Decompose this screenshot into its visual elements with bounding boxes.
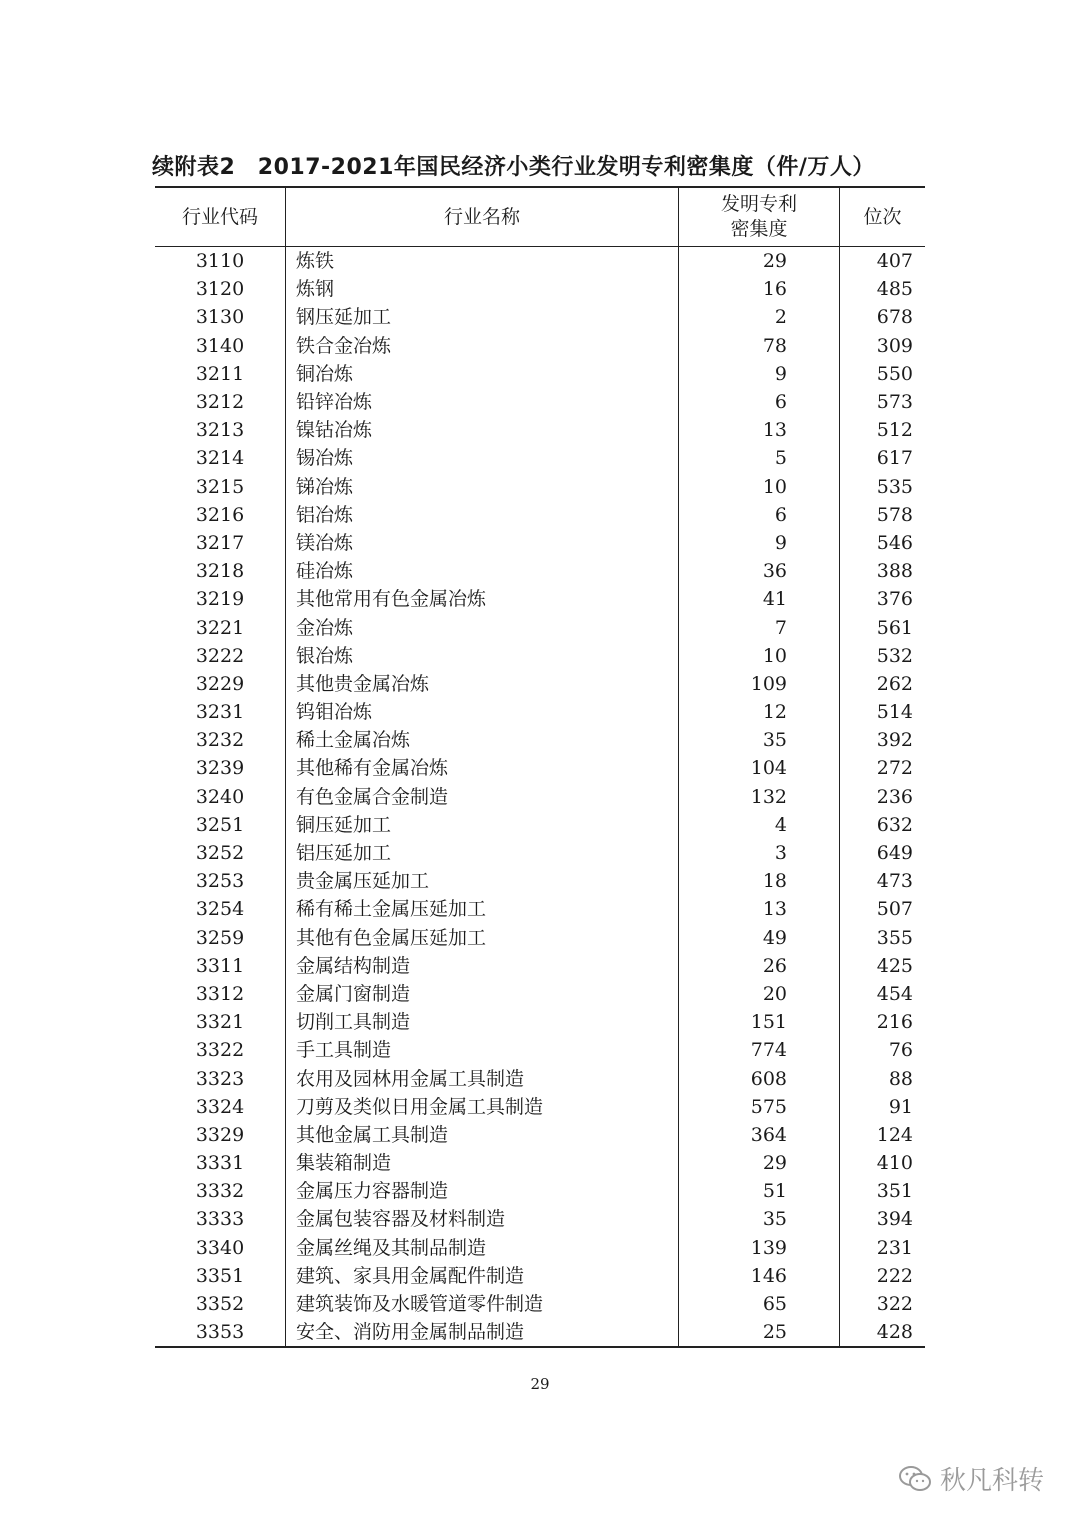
table-row: [155, 444, 925, 472]
cell-industry-name: 铁合金冶炼: [286, 332, 679, 360]
table-row: [155, 811, 925, 839]
table-row: [155, 388, 925, 416]
cell-rank: 561: [876, 616, 913, 639]
cell-industry-code: 3216: [195, 503, 245, 526]
cell-rank: 309: [876, 334, 913, 357]
table-row: [155, 1290, 925, 1318]
cell-rank: 322: [876, 1293, 913, 1316]
cell-patent-density: 10: [679, 473, 840, 501]
cell-rank: 124: [876, 1123, 913, 1146]
cell-rank: 88: [888, 1067, 913, 1090]
cell-patent-density: 608: [679, 1064, 840, 1092]
cell-industry-name: 锡冶炼: [286, 444, 679, 472]
header-patent-density-line1: 发明专利: [720, 193, 797, 215]
table-row: [155, 783, 925, 811]
cell-rank: 573: [876, 391, 913, 414]
page-number: 29: [530, 1375, 550, 1393]
cell-patent-density: 35: [679, 1205, 840, 1233]
cell-patent-density: 6: [679, 388, 840, 416]
cell-patent-density: 36: [679, 557, 840, 585]
cell-rank: 394: [876, 1208, 913, 1231]
cell-patent-density: 51: [679, 1177, 840, 1205]
cell-industry-name: 切削工具制造: [286, 1008, 679, 1036]
cell-industry-name: 钨钼冶炼: [286, 698, 679, 726]
cell-patent-density: 16: [679, 275, 840, 303]
cell-industry-name: 稀土金属冶炼: [286, 726, 679, 754]
cell-industry-name: 锑冶炼: [286, 473, 679, 501]
cell-rank: 514: [876, 701, 913, 724]
cell-rank: 91: [888, 1095, 913, 1118]
cell-industry-code: 3214: [195, 447, 245, 470]
cell-industry-code: 3211: [195, 362, 245, 385]
cell-patent-density: 12: [679, 698, 840, 726]
cell-patent-density: 29: [679, 1149, 840, 1177]
cell-industry-name: 其他有色金属压延加工: [286, 924, 679, 952]
header-rank: 位次: [863, 205, 902, 228]
cell-industry-code: 3221: [195, 616, 245, 639]
cell-industry-name: 农用及园林用金属工具制造: [286, 1064, 679, 1092]
cell-patent-density: 774: [679, 1036, 840, 1064]
cell-industry-name: 金属结构制造: [286, 952, 679, 980]
table-row: [155, 895, 925, 923]
cell-industry-code: 3254: [195, 898, 245, 921]
table-title: 续附表2 2017-2021年国民经济小类行业发明专利密集度（件/万人）: [152, 155, 875, 180]
cell-patent-density: 151: [679, 1008, 840, 1036]
table-row: [155, 247, 925, 276]
cell-industry-name: 金属丝绳及其制品制造: [286, 1234, 679, 1262]
table-row: [155, 1008, 925, 1036]
cell-rank: 407: [876, 250, 913, 273]
cell-patent-density: 65: [679, 1290, 840, 1318]
header-patent-density: [679, 187, 840, 247]
cell-rank: 617: [876, 447, 913, 470]
cell-patent-density: 364: [679, 1121, 840, 1149]
cell-patent-density: 6: [679, 501, 840, 529]
cell-patent-density: 109: [679, 670, 840, 698]
header-patent-density-line2: 密集度: [730, 218, 788, 240]
table-row: [155, 698, 925, 726]
patent-density-table: [155, 186, 925, 1348]
table-row: [155, 416, 925, 444]
table-row: [155, 303, 925, 331]
cell-industry-name: 镁冶炼: [286, 529, 679, 557]
cell-rank: 351: [876, 1180, 913, 1203]
cell-industry-name: 镍钴冶炼: [286, 416, 679, 444]
cell-industry-name: 炼钢: [286, 275, 679, 303]
table-row: [155, 1205, 925, 1233]
table-row: [155, 726, 925, 754]
cell-industry-code: 3333: [195, 1208, 245, 1231]
table-row: [155, 585, 925, 613]
table-row: [155, 1177, 925, 1205]
cell-rank: 678: [876, 306, 913, 329]
cell-industry-code: 3324: [195, 1095, 245, 1118]
cell-patent-density: 2: [679, 303, 840, 331]
cell-rank: 236: [876, 785, 913, 808]
table-row: [155, 1262, 925, 1290]
table-row: [155, 952, 925, 980]
cell-patent-density: 20: [679, 980, 840, 1008]
cell-industry-code: 3110: [195, 250, 245, 273]
cell-industry-code: 3353: [195, 1321, 245, 1344]
cell-rank: 578: [876, 503, 913, 526]
cell-industry-name: 建筑装饰及水暖管道零件制造: [286, 1290, 679, 1318]
cell-rank: 388: [876, 560, 913, 583]
table-row: [155, 1093, 925, 1121]
table-row: [155, 642, 925, 670]
table-row: [155, 1121, 925, 1149]
table-row: [155, 529, 925, 557]
cell-industry-name: 集装箱制造: [286, 1149, 679, 1177]
cell-patent-density: 35: [679, 726, 840, 754]
cell-rank: 632: [876, 813, 913, 836]
cell-rank: 546: [876, 531, 913, 554]
cell-industry-name: 铝压延加工: [286, 839, 679, 867]
table-row: [155, 867, 925, 895]
cell-rank: 222: [876, 1264, 913, 1287]
table-row: [155, 1036, 925, 1064]
cell-industry-code: 3229: [195, 672, 245, 695]
cell-industry-name: 硅冶炼: [286, 557, 679, 585]
cell-patent-density: 26: [679, 952, 840, 980]
cell-industry-code: 3321: [195, 1011, 245, 1034]
cell-rank: 425: [876, 954, 913, 977]
table-row: [155, 473, 925, 501]
cell-industry-code: 3222: [195, 644, 245, 667]
cell-rank: 216: [876, 1011, 913, 1034]
table-row: [155, 275, 925, 303]
cell-industry-code: 3331: [195, 1152, 245, 1175]
cell-industry-code: 3312: [195, 982, 245, 1005]
table-body: [155, 247, 925, 1348]
cell-rank: 512: [876, 419, 913, 442]
cell-patent-density: 78: [679, 332, 840, 360]
cell-industry-code: 3259: [195, 926, 245, 949]
table-row: [155, 613, 925, 641]
cell-industry-code: 3311: [195, 954, 245, 977]
cell-patent-density: 13: [679, 895, 840, 923]
cell-industry-code: 3239: [195, 757, 245, 780]
cell-industry-name: 铜压延加工: [286, 811, 679, 839]
cell-rank: 262: [876, 672, 913, 695]
cell-industry-name: 其他贵金属冶炼: [286, 670, 679, 698]
cell-patent-density: 29: [679, 247, 840, 276]
cell-industry-code: 3251: [195, 813, 245, 836]
table-row: [155, 1064, 925, 1092]
cell-industry-code: 3322: [195, 1039, 245, 1062]
cell-patent-density: 25: [679, 1318, 840, 1347]
cell-industry-name: 钢压延加工: [286, 303, 679, 331]
table-row: [155, 839, 925, 867]
cell-industry-code: 3140: [195, 334, 245, 357]
cell-patent-density: 575: [679, 1093, 840, 1121]
table-row: [155, 501, 925, 529]
cell-industry-code: 3323: [195, 1067, 245, 1090]
cell-industry-code: 3130: [195, 306, 245, 329]
cell-rank: 454: [876, 982, 913, 1005]
cell-industry-name: 建筑、家具用金属配件制造: [286, 1262, 679, 1290]
cell-rank: 473: [876, 870, 913, 893]
cell-industry-name: 铜冶炼: [286, 360, 679, 388]
cell-patent-density: 49: [679, 924, 840, 952]
cell-patent-density: 146: [679, 1262, 840, 1290]
table-row: [155, 332, 925, 360]
cell-industry-name: 其他稀有金属冶炼: [286, 754, 679, 782]
cell-rank: 507: [876, 898, 913, 921]
cell-rank: 428: [876, 1321, 913, 1344]
cell-patent-density: 7: [679, 613, 840, 641]
cell-industry-name: 炼铁: [286, 247, 679, 276]
cell-industry-code: 3352: [195, 1293, 245, 1316]
cell-patent-density: 9: [679, 529, 840, 557]
cell-rank: 649: [876, 842, 913, 865]
cell-industry-code: 3217: [195, 531, 245, 554]
cell-industry-code: 3253: [195, 870, 245, 893]
cell-industry-code: 3212: [195, 391, 245, 414]
cell-industry-code: 3340: [195, 1236, 245, 1259]
cell-industry-name: 金冶炼: [286, 613, 679, 641]
cell-industry-name: 金属包装容器及材料制造: [286, 1205, 679, 1233]
cell-rank: 535: [876, 475, 913, 498]
cell-patent-density: 139: [679, 1234, 840, 1262]
cell-industry-code: 3232: [195, 729, 245, 752]
cell-industry-name: 铅锌冶炼: [286, 388, 679, 416]
table-row: [155, 1234, 925, 1262]
cell-rank: 392: [876, 729, 913, 752]
cell-patent-density: 132: [679, 783, 840, 811]
cell-rank: 410: [876, 1152, 913, 1175]
cell-industry-name: 铝冶炼: [286, 501, 679, 529]
cell-industry-code: 3351: [195, 1264, 245, 1287]
cell-industry-name: 安全、消防用金属制品制造: [286, 1318, 679, 1347]
cell-industry-name: 有色金属合金制造: [286, 783, 679, 811]
table-header-row: [155, 187, 925, 247]
table-row: [155, 754, 925, 782]
cell-industry-code: 3231: [195, 701, 245, 724]
cell-patent-density: 18: [679, 867, 840, 895]
cell-industry-name: 银冶炼: [286, 642, 679, 670]
cell-rank: 550: [876, 362, 913, 385]
header-industry-code: 行业代码: [181, 205, 258, 228]
table-row: [155, 1149, 925, 1177]
cell-industry-name: 其他金属工具制造: [286, 1121, 679, 1149]
cell-industry-code: 3215: [195, 475, 245, 498]
data-table-container: [155, 186, 922, 1348]
table-row: [155, 360, 925, 388]
cell-patent-density: 5: [679, 444, 840, 472]
cell-patent-density: 9: [679, 360, 840, 388]
cell-rank: 355: [876, 926, 913, 949]
table-row: [155, 924, 925, 952]
cell-rank: 231: [876, 1236, 913, 1259]
cell-patent-density: 4: [679, 811, 840, 839]
cell-rank: 272: [876, 757, 913, 780]
cell-industry-code: 3332: [195, 1180, 245, 1203]
table-row: [155, 1318, 925, 1347]
cell-industry-name: 金属门窗制造: [286, 980, 679, 1008]
cell-patent-density: 10: [679, 642, 840, 670]
cell-rank: 532: [876, 644, 913, 667]
cell-patent-density: 13: [679, 416, 840, 444]
cell-industry-code: 3218: [195, 560, 245, 583]
cell-industry-name: 刀剪及类似日用金属工具制造: [286, 1093, 679, 1121]
cell-rank: 76: [888, 1039, 913, 1062]
cell-industry-name: 其他常用有色金属冶炼: [286, 585, 679, 613]
cell-industry-code: 3120: [195, 278, 245, 301]
cell-industry-name: 金属压力容器制造: [286, 1177, 679, 1205]
cell-industry-code: 3252: [195, 842, 245, 865]
cell-rank: 485: [876, 278, 913, 301]
cell-industry-name: 贵金属压延加工: [286, 867, 679, 895]
cell-patent-density: 41: [679, 585, 840, 613]
table-row: [155, 557, 925, 585]
cell-industry-code: 3329: [195, 1123, 245, 1146]
cell-industry-name: 手工具制造: [286, 1036, 679, 1064]
header-industry-name: 行业名称: [286, 187, 679, 247]
table-row: [155, 980, 925, 1008]
watermark-text: 秋凡科转: [939, 1466, 1044, 1496]
cell-industry-code: 3240: [195, 785, 245, 808]
wechat-icon: [898, 1464, 932, 1494]
cell-industry-code: 3213: [195, 419, 245, 442]
cell-patent-density: 3: [679, 839, 840, 867]
cell-patent-density: 104: [679, 754, 840, 782]
cell-industry-code: 3219: [195, 588, 245, 611]
watermark: [898, 1460, 1044, 1497]
table-row: [155, 670, 925, 698]
cell-rank: 376: [876, 588, 913, 611]
cell-industry-name: 稀有稀土金属压延加工: [286, 895, 679, 923]
